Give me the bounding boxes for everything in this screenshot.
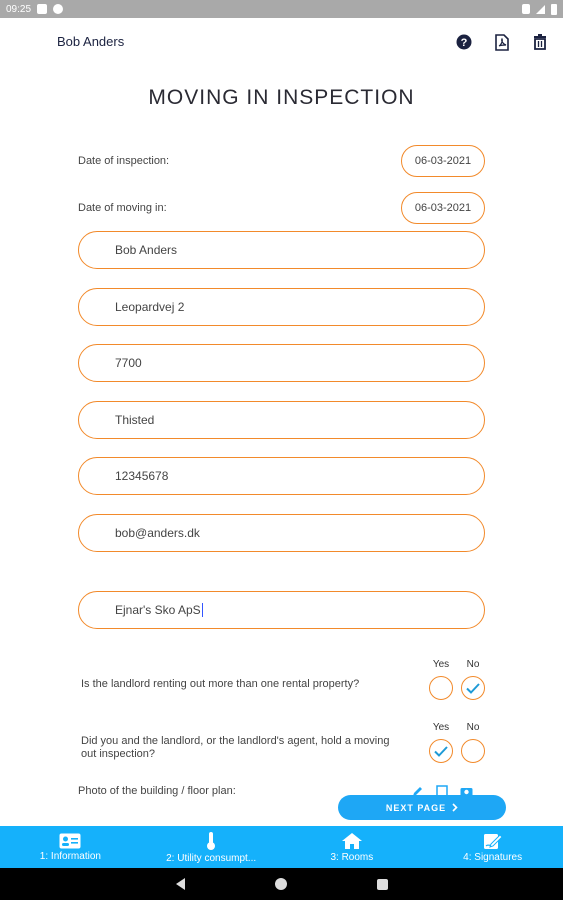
tab-rooms[interactable] (282, 826, 423, 868)
phone-value: 12345678 (115, 469, 169, 483)
id-card-icon (59, 833, 81, 849)
q2-yes-radio[interactable] (429, 739, 453, 763)
inspection-date-label: Date of inspection: (78, 155, 170, 167)
tab-utility-consumption-label: 2: Utility consumpt... (166, 852, 257, 864)
zip-field[interactable] (78, 344, 485, 382)
status-time: 09:25 (6, 3, 32, 15)
q1-no-radio[interactable] (461, 676, 485, 700)
q2-yes-label: Yes (432, 722, 450, 733)
help-icon[interactable] (453, 31, 475, 53)
signature-icon (483, 832, 503, 850)
q1-yes-label: Yes (432, 659, 450, 670)
next-page-button[interactable] (338, 795, 506, 820)
tab-information[interactable] (0, 826, 141, 868)
email-value: bob@anders.dk (115, 526, 200, 540)
home-icon[interactable] (275, 878, 287, 890)
recent-apps-icon[interactable] (377, 879, 388, 890)
city-field[interactable] (78, 401, 485, 439)
svg-text:?: ? (460, 37, 468, 49)
city-value: Thisted (115, 413, 155, 427)
battery-icon (551, 4, 557, 15)
street-value: Leopardvej 2 (115, 300, 185, 314)
status-bar (0, 0, 563, 18)
signal-icon (536, 5, 545, 14)
q2-no-label: No (466, 722, 480, 733)
check-icon (466, 683, 480, 694)
user-name: Bob Anders (57, 34, 125, 49)
next-page-label: NEXT PAGE (385, 802, 447, 813)
q2-text: Did you and the landlord, or the landlord's agent, hold a moving out inspection? (81, 735, 390, 760)
trash-icon[interactable] (529, 31, 551, 53)
photo-label: Photo of the building / floor plan: (78, 785, 236, 797)
tab-signatures[interactable] (422, 826, 563, 868)
app-notification-icon (53, 4, 63, 14)
q1-no-label: No (466, 659, 480, 670)
app-bar (0, 18, 563, 66)
moving-in-date-field[interactable]: 06-03-2021 (401, 192, 485, 224)
zip-value: 7700 (115, 356, 142, 370)
chevron-right-icon (452, 803, 458, 812)
moving-in-date-label: Date of moving in: (78, 202, 167, 214)
q1-yes-radio[interactable] (429, 676, 453, 700)
back-icon[interactable] (176, 878, 185, 890)
house-icon (341, 832, 363, 850)
q1-text: Is the landlord renting out more than one rental property? (81, 678, 360, 690)
tab-utility-consumption[interactable] (141, 826, 282, 868)
street-field[interactable] (78, 288, 485, 326)
name-value: Bob Anders (115, 243, 178, 257)
pdf-icon[interactable] (491, 31, 513, 53)
company-value: Ejnar's Sko ApS (115, 603, 201, 617)
email-field[interactable] (78, 514, 485, 552)
check-icon (434, 746, 448, 757)
tab-signatures-label: 4: Signatures (463, 851, 523, 863)
tab-information-label: 1: Information (39, 850, 101, 862)
sim-icon (522, 4, 530, 14)
system-nav-bar (0, 868, 563, 900)
company-field[interactable] (78, 591, 485, 629)
bottom-tab-bar (0, 826, 563, 868)
notification-icon (37, 4, 47, 14)
tab-rooms-label: 3: Rooms (330, 851, 374, 863)
thermometer-icon (205, 831, 217, 851)
phone-field[interactable] (78, 457, 485, 495)
text-cursor (202, 603, 203, 617)
page-title: MOVING IN INSPECTION (148, 86, 415, 109)
q2-no-radio[interactable] (461, 739, 485, 763)
name-field[interactable] (78, 231, 485, 269)
inspection-date-field[interactable]: 06-03-2021 (401, 145, 485, 177)
